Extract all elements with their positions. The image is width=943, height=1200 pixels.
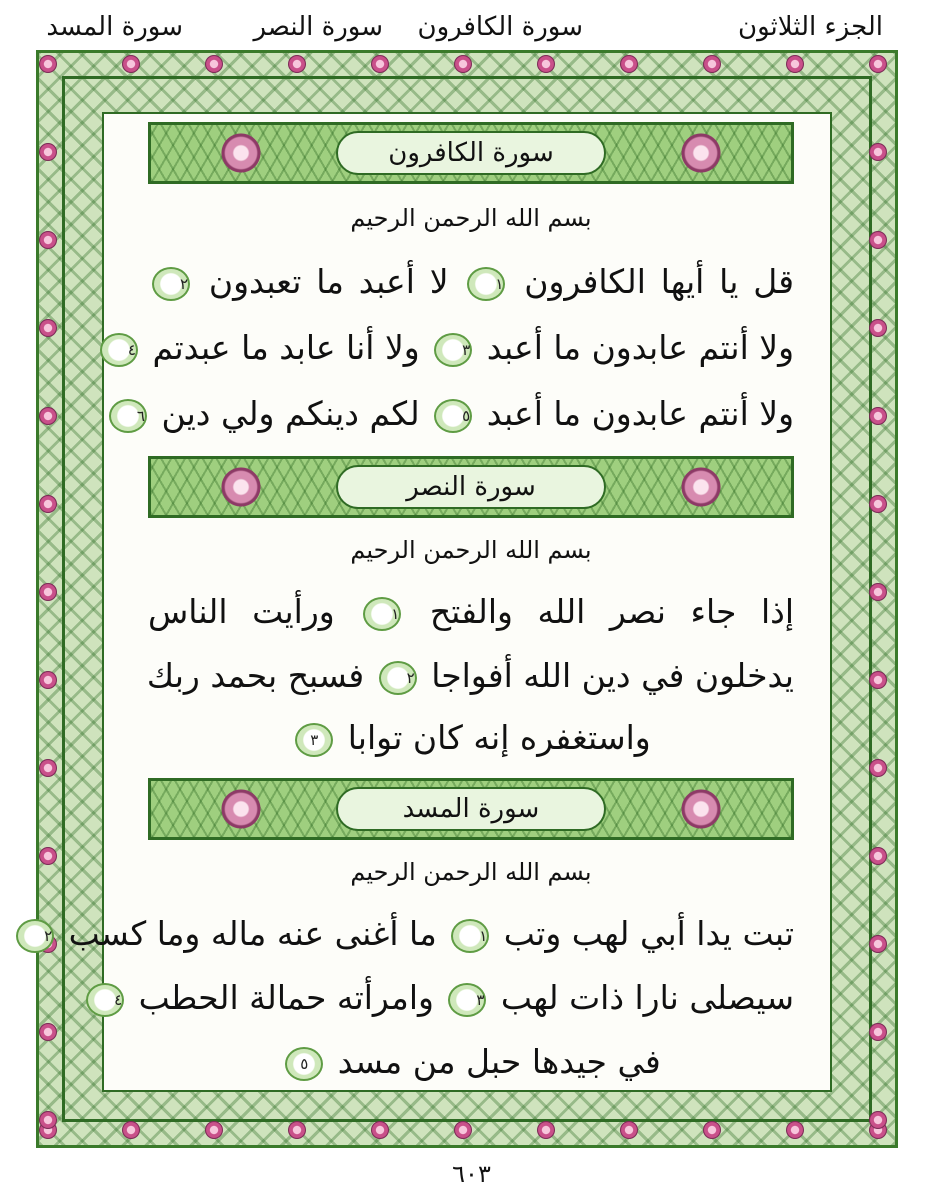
rosette-ornament bbox=[681, 467, 721, 507]
ayah-number-marker: ٥ bbox=[285, 1047, 323, 1081]
flower-ornament bbox=[620, 55, 638, 73]
header-surah-name: سورة الكافرون bbox=[417, 12, 583, 42]
flower-ornament bbox=[703, 1121, 721, 1139]
ayah-number-marker: ٣ bbox=[295, 723, 333, 757]
flower-ornament bbox=[869, 55, 887, 73]
surah-title: سورة الكافرون bbox=[388, 138, 554, 168]
surah-title: سورة المسد bbox=[402, 794, 540, 824]
flower-ornament bbox=[122, 55, 140, 73]
ayah-text: لا أعبد ما تعبدون bbox=[208, 262, 449, 301]
flower-ornament bbox=[537, 55, 555, 73]
running-header bbox=[0, 0, 943, 52]
ayah-text: ورأيت الناس bbox=[148, 592, 335, 631]
flower-ornament bbox=[39, 583, 57, 601]
juz-label: الجزء الثلاثون bbox=[737, 12, 883, 42]
flower-ornament bbox=[205, 1121, 223, 1139]
ayah-number-marker: ١ bbox=[467, 267, 505, 301]
flower-ornament bbox=[869, 231, 887, 249]
ayah-number-marker: ٢ bbox=[152, 267, 190, 301]
flower-ornament bbox=[786, 1121, 804, 1139]
ayah-number-marker: ٢ bbox=[379, 661, 417, 695]
flower-ornament bbox=[205, 55, 223, 73]
page-number: ٦٠٣ bbox=[452, 1160, 491, 1188]
flower-ornament bbox=[869, 407, 887, 425]
ayah-text: ولا أنا عابد ما عبدتم bbox=[152, 328, 420, 367]
ayah-text: ولا أنتم عابدون ما أعبد bbox=[486, 328, 794, 367]
ayah-number-marker: ٤ bbox=[100, 333, 138, 367]
rosette-ornament bbox=[221, 133, 261, 173]
ayah-number-marker: ٥ bbox=[434, 399, 472, 433]
header-surah-name: سورة النصر bbox=[253, 12, 383, 42]
flower-ornament bbox=[288, 55, 306, 73]
ayah-number-marker: ١ bbox=[363, 597, 401, 631]
flower-ornament bbox=[537, 1121, 555, 1139]
flower-ornament bbox=[39, 231, 57, 249]
flower-ornament bbox=[39, 759, 57, 777]
ayah-text: لكم دينكم ولي دين bbox=[161, 394, 420, 433]
ayah-text: قل يا أيها الكافرون bbox=[524, 262, 794, 301]
flower-ornament bbox=[122, 1121, 140, 1139]
ayah-text: يدخلون في دين الله أفواجا bbox=[431, 656, 794, 695]
flower-ornament bbox=[39, 143, 57, 161]
surah-banner bbox=[148, 456, 794, 518]
ayah-line bbox=[148, 592, 794, 631]
ayah-text: فسبح بحمد ربك bbox=[146, 656, 365, 695]
flower-ornament bbox=[786, 55, 804, 73]
ayah-text: ولا أنتم عابدون ما أعبد bbox=[486, 394, 794, 433]
flower-ornament bbox=[288, 1121, 306, 1139]
flower-ornament bbox=[869, 1111, 887, 1129]
flower-ornament bbox=[39, 495, 57, 513]
flower-ornament bbox=[39, 55, 57, 73]
ayah-number-marker: ٣ bbox=[434, 333, 472, 367]
flower-ornament bbox=[39, 319, 57, 337]
flower-ornament bbox=[869, 1023, 887, 1041]
ayah-text: تبت يدا أبي لهب وتب bbox=[503, 914, 794, 953]
header-surah-name: سورة المسد bbox=[46, 12, 183, 42]
flower-ornament bbox=[869, 143, 887, 161]
ayah-text: واستغفره إنه كان توابا bbox=[347, 718, 651, 757]
flower-ornament bbox=[869, 583, 887, 601]
ayah-line bbox=[127, 328, 794, 367]
flower-ornament bbox=[39, 847, 57, 865]
ayah-text: سيصلى نارا ذات لهب bbox=[500, 978, 794, 1017]
ayah-number-marker: ٦ bbox=[109, 399, 147, 433]
banner-cartouche bbox=[336, 465, 606, 509]
flower-ornament bbox=[371, 1121, 389, 1139]
ayah-line bbox=[148, 718, 794, 757]
flower-ornament bbox=[869, 495, 887, 513]
basmala: بسم الله الرحمن الرحيم bbox=[350, 858, 592, 886]
ayah-number-marker: ٢ bbox=[16, 919, 54, 953]
flower-ornament bbox=[39, 1111, 57, 1129]
flower-ornament bbox=[39, 1023, 57, 1041]
ayah-text: إذا جاء نصر الله والفتح bbox=[429, 592, 794, 631]
ayah-line bbox=[148, 1042, 794, 1081]
ayah-text: ما أغنى عنه ماله وما كسب bbox=[68, 914, 437, 953]
rosette-ornament bbox=[221, 789, 261, 829]
basmala: بسم الله الرحمن الرحيم bbox=[350, 536, 592, 564]
rosette-ornament bbox=[681, 133, 721, 173]
rosette-ornament bbox=[681, 789, 721, 829]
flower-ornament bbox=[620, 1121, 638, 1139]
ayah-line bbox=[114, 978, 794, 1017]
surah-title: سورة النصر bbox=[406, 472, 536, 502]
flower-ornament bbox=[454, 1121, 472, 1139]
ayah-number-marker: ٤ bbox=[86, 983, 124, 1017]
flower-ornament bbox=[703, 55, 721, 73]
flower-ornament bbox=[39, 407, 57, 425]
surah-banner bbox=[148, 778, 794, 840]
flower-ornament bbox=[39, 671, 57, 689]
banner-cartouche bbox=[336, 131, 606, 175]
flower-ornament bbox=[869, 319, 887, 337]
flower-ornament bbox=[869, 759, 887, 777]
ayah-line bbox=[148, 656, 794, 695]
ayah-line bbox=[136, 394, 794, 433]
banner-cartouche bbox=[336, 787, 606, 831]
surah-banner bbox=[148, 122, 794, 184]
rosette-ornament bbox=[221, 467, 261, 507]
ayah-number-marker: ٣ bbox=[448, 983, 486, 1017]
flower-ornament bbox=[869, 847, 887, 865]
ayah-number-marker: ١ bbox=[451, 919, 489, 953]
ayah-text: في جيدها حبل من مسد bbox=[337, 1042, 661, 1081]
flower-ornament bbox=[371, 55, 389, 73]
flower-ornament bbox=[454, 55, 472, 73]
basmala: بسم الله الرحمن الرحيم bbox=[350, 204, 592, 232]
ayah-text: وامرأته حمالة الحطب bbox=[138, 978, 434, 1017]
ayah-line bbox=[44, 914, 794, 953]
ayah-line bbox=[148, 262, 794, 301]
flower-ornament bbox=[869, 935, 887, 953]
flower-ornament bbox=[869, 671, 887, 689]
